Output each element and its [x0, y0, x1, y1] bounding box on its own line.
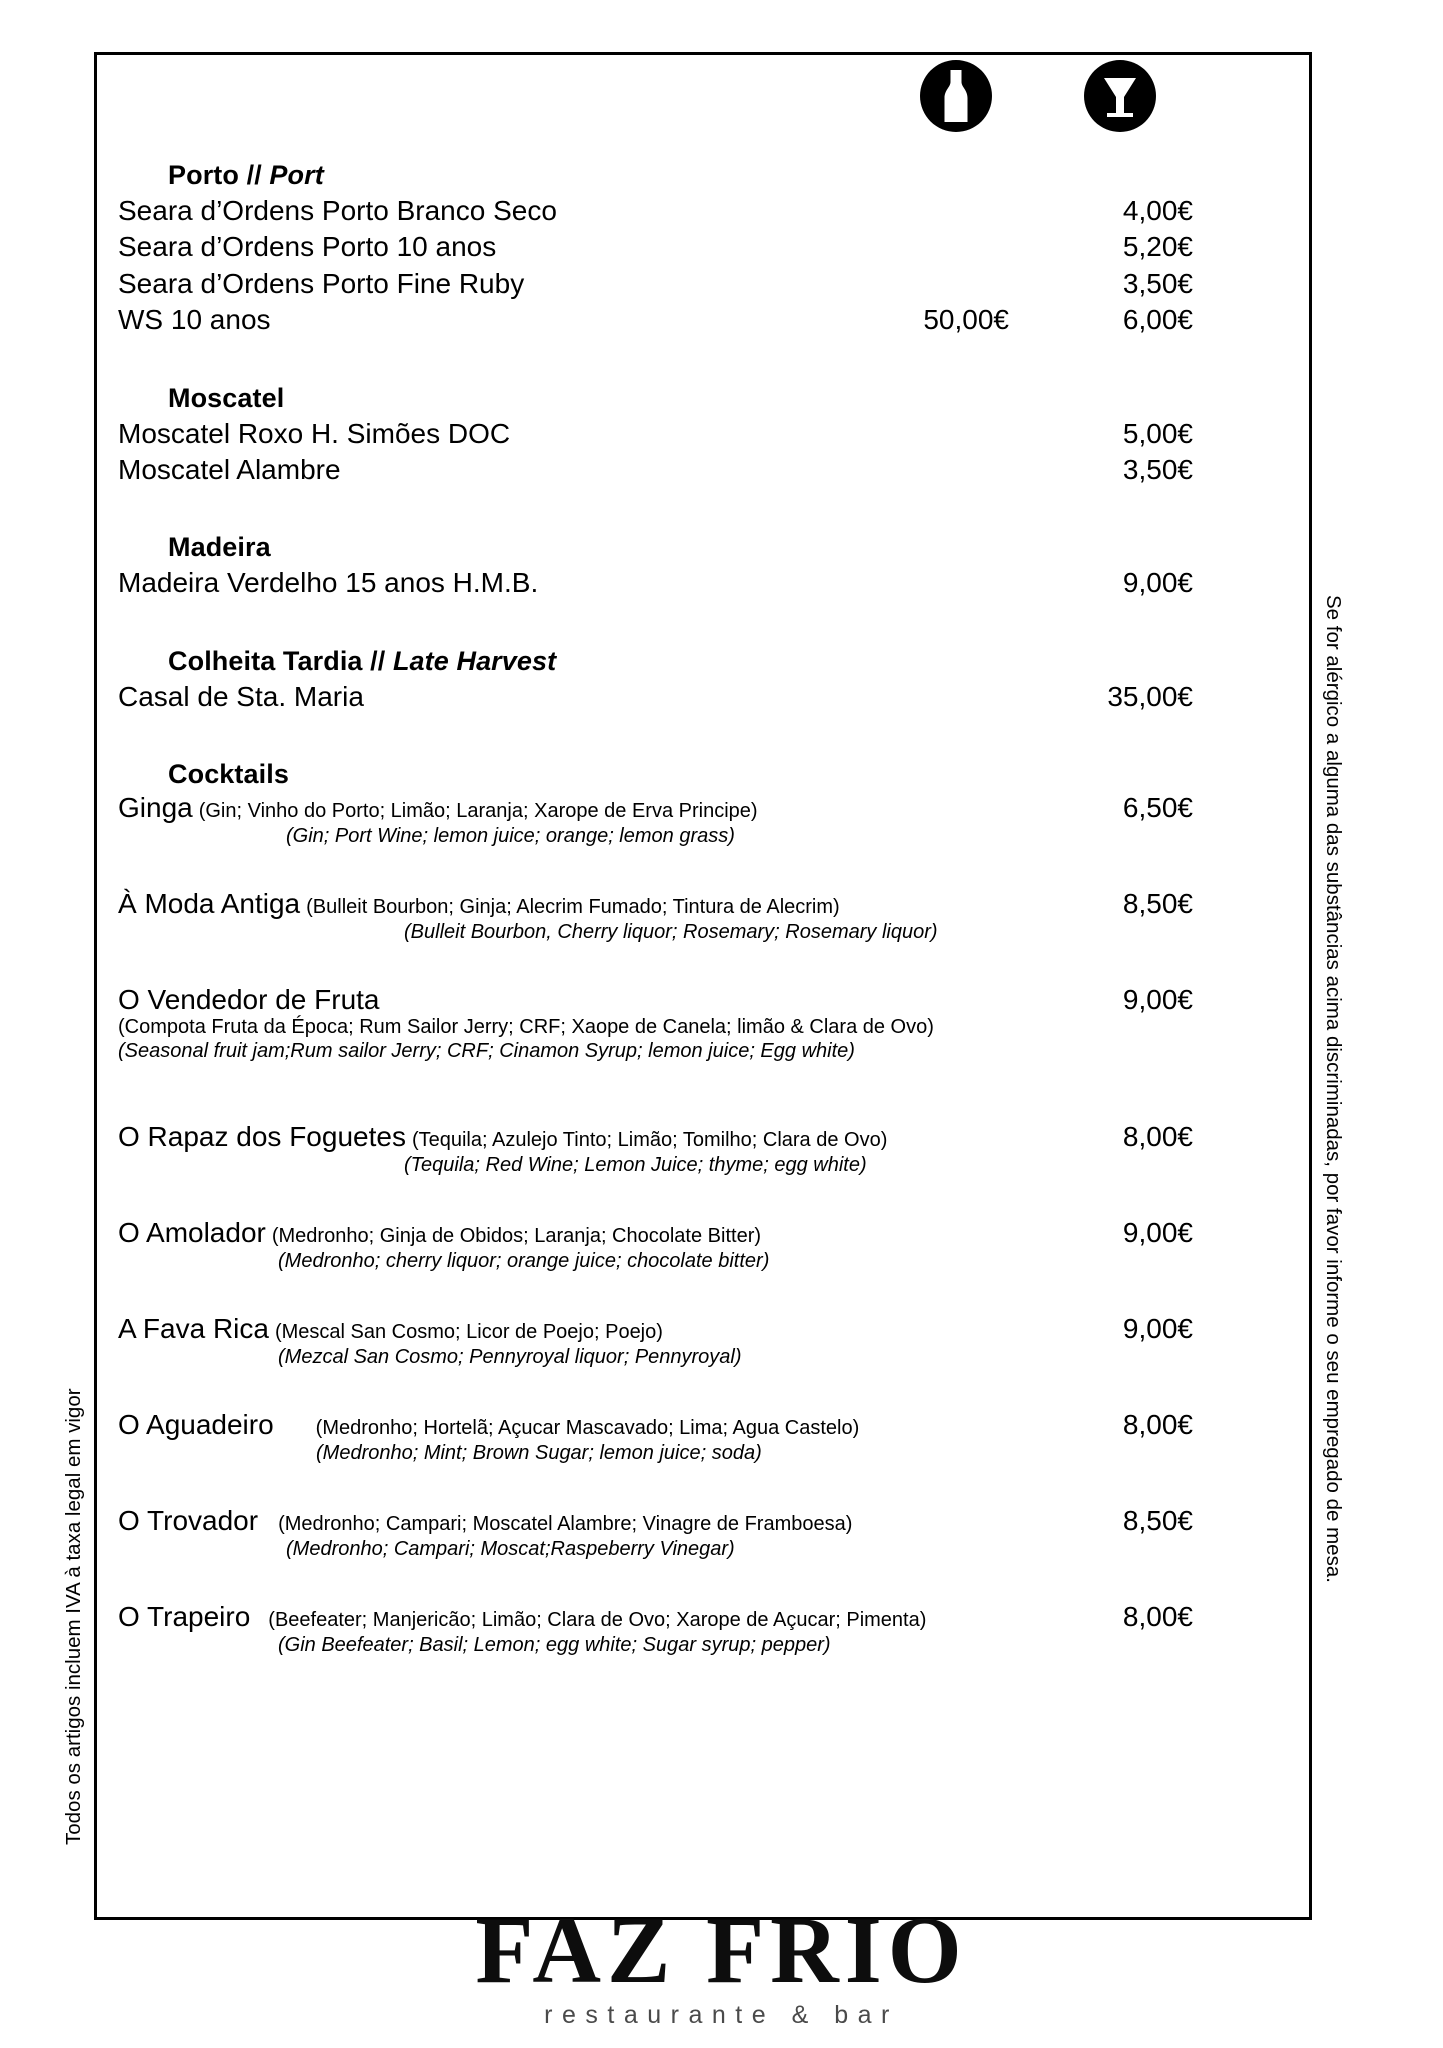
bottle-icon [920, 60, 992, 132]
cocktail-desc-pt: (Medronho; Hortelã; Açucar Mascavado; Lima; Agua Castelo) [315, 1417, 860, 1440]
cocktail-title-line [118, 1121, 1193, 1153]
cocktail-title-line [118, 888, 1193, 920]
cocktail-item [118, 1313, 1193, 1369]
cocktail-desc-pt: (Compota Fruta da Época; Rum Sailor Jerry; CRF; Xaope de Canela; limão & Clara de Ovo) [118, 1016, 934, 1039]
cocktail-price: 8,00€ [1122, 1409, 1193, 1441]
cocktail-price: 8,00€ [1122, 1601, 1193, 1633]
menu-content [118, 160, 1193, 1667]
section-title-en: Port [269, 160, 324, 190]
spacer [118, 1283, 1193, 1313]
cocktail-desc-en: (Medronho; Campari; Moscat;Raspeberry Vinegar) [286, 1538, 735, 1561]
section-heading-madeira [168, 532, 1193, 563]
restaurant-logo [0, 1897, 1443, 2030]
logo-wordmark: FAZ FRIO [475, 1897, 968, 2003]
price-glass: 3,50€ [1122, 453, 1193, 485]
price-glass: 5,20€ [1122, 231, 1193, 263]
cocktail-title-line [118, 1409, 1193, 1441]
cocktail-name: O Vendedor de Fruta [118, 984, 380, 1016]
section-heading-colheita-tardia [168, 646, 1193, 677]
cocktail-item [118, 792, 1193, 848]
price-glass: 4,00€ [1122, 195, 1193, 226]
cocktail-item [118, 1217, 1193, 1273]
cocktail-name: O Aguadeiro [118, 1409, 274, 1441]
spacer [118, 339, 1193, 383]
cocktail-desc-en: (Gin Beefeater; Basil; Lemon; egg white; Sugar syrup; pepper) [278, 1634, 831, 1657]
cocktail-desc-en: (Seasonal fruit jam;Rum sailor Jerry; CRF; Cinamon Syrup; lemon juice; Egg white) [118, 1040, 855, 1063]
wine-row [118, 679, 1193, 715]
tax-notice: Todos os artigos incluem IVA à taxa legal em vigor [62, 1388, 85, 1845]
wine-name: Seara d’Ordens Porto 10 anos [118, 231, 497, 263]
cocktail-desc-pt: (Medronho; Ginja de Obidos; Laranja; Chocolate Bitter) [271, 1225, 762, 1248]
section-separator: // [362, 645, 393, 676]
section-title-pt: Madeira [168, 532, 271, 563]
cocktail-price: 6,50€ [1122, 792, 1193, 824]
cocktail-price: 9,00€ [1122, 984, 1193, 1016]
wine-row [118, 302, 1193, 338]
wine-row [118, 266, 1193, 302]
cocktail-item [118, 1601, 1193, 1657]
spacer [118, 1571, 1193, 1601]
price-glass: 3,50€ [1122, 267, 1193, 299]
cocktail-title-line [118, 1217, 1193, 1249]
cocktail-title-line [118, 984, 1193, 1016]
cocktail-title-line [118, 1313, 1193, 1345]
cocktail-desc-pt: (Bulleit Bourbon; Ginja; Alecrim Fumado; Tintura de Alecrim) [306, 896, 840, 919]
price-glass: 6,00€ [1122, 304, 1193, 336]
section-heading-porto [168, 160, 1193, 191]
wine-name: Moscatel Alambre [118, 453, 341, 485]
wine-name: Seara d’Ordens Porto Branco Seco [118, 195, 557, 226]
cocktail-price: 8,50€ [1122, 1505, 1193, 1537]
cocktail-desc-en: (Mezcal San Cosmo; Pennyroyal liquor; Pennyroyal) [278, 1346, 742, 1369]
cocktail-desc-pt: (Mescal San Cosmo; Licor de Poejo; Poejo) [274, 1321, 663, 1344]
cocktail-item [118, 1409, 1193, 1465]
cocktail-name: À Moda Antiga [118, 888, 301, 920]
cocktail-desc-pt: (Gin; Vinho do Porto; Limão; Laranja; Xarope de Erva Principe) [198, 800, 758, 823]
cocktail-item [118, 1121, 1193, 1177]
drink-icon-row [920, 60, 1180, 140]
logo-subtitle: restaurante & bar [544, 2000, 899, 2029]
cocktail-item [118, 984, 1193, 1063]
price-glass: 5,00€ [1122, 417, 1193, 449]
wine-row [118, 452, 1193, 488]
cocktail-desc-en: (Medronho; cherry liquor; orange juice; chocolate bitter) [278, 1250, 770, 1273]
cocktail-desc-pt: (Medronho; Campari; Moscatel Alambre; Vinagre de Framboesa) [278, 1513, 853, 1536]
price-glass: 9,00€ [1122, 567, 1193, 599]
wine-name: Moscatel Roxo H. Simões DOC [118, 417, 511, 449]
cocktail-price: 9,00€ [1122, 1313, 1193, 1345]
wine-row [118, 229, 1193, 265]
cocktail-desc-en: (Gin; Port Wine; lemon juice; orange; lemon grass) [286, 825, 735, 848]
section-title-pt: Porto [168, 160, 239, 190]
spacer [118, 858, 1193, 888]
spacer [118, 715, 1193, 759]
wine-row [118, 565, 1193, 601]
section-title-pt: Colheita Tardia [168, 645, 363, 676]
cocktail-desc-pt: (Beefeater; Manjericão; Limão; Clara de Ovo; Xarope de Açucar; Pimenta) [268, 1609, 927, 1632]
cocktail-price: 8,50€ [1122, 888, 1193, 920]
cocktail-item [118, 1505, 1193, 1561]
cocktail-title-line [118, 1505, 1193, 1537]
spacer [118, 1073, 1193, 1121]
cocktail-name: O Amolador [118, 1217, 266, 1249]
cocktail-price: 9,00€ [1122, 1217, 1193, 1249]
cocktail-desc-en: (Medronho; Mint; Brown Sugar; lemon juice; soda) [316, 1442, 762, 1465]
spacer [118, 488, 1193, 532]
wine-row [118, 416, 1193, 452]
price-bottle: 50,00€ [923, 304, 1009, 336]
cocktail-name: O Trapeiro [118, 1601, 251, 1633]
wine-name: Seara d’Ordens Porto Fine Ruby [118, 267, 525, 299]
cocktail-price: 8,00€ [1122, 1121, 1193, 1153]
spacer [118, 1379, 1193, 1409]
cocktail-name: O Trovador [118, 1505, 259, 1537]
wine-glass-icon [1084, 60, 1156, 132]
spacer [118, 602, 1193, 646]
cocktail-name: Ginga [118, 792, 193, 824]
spacer [118, 1187, 1193, 1217]
cocktail-title-line [118, 792, 1193, 824]
cocktail-name: A Fava Rica [118, 1313, 269, 1345]
price-glass: 35,00€ [1107, 680, 1193, 712]
cocktail-name: O Rapaz dos Foguetes [118, 1121, 406, 1153]
cocktail-desc-pt: (Tequila; Azulejo Tinto; Limão; Tomilho; Clara de Ovo) [411, 1129, 888, 1152]
wine-name: Casal de Sta. Maria [118, 680, 364, 712]
spacer [118, 954, 1193, 984]
wine-row [118, 193, 1193, 229]
section-title-pt: Moscatel [168, 382, 285, 413]
wine-name: WS 10 anos [118, 304, 271, 336]
cocktail-desc-en: (Tequila; Red Wine; Lemon Juice; thyme; egg white) [404, 1154, 867, 1177]
allergen-notice: Se for alérgico a alguma das substâncias acima discriminadas, por favor informe o seu empregado de mesa. [1322, 595, 1345, 1583]
section-heading-moscatel [168, 383, 1193, 414]
section-separator: // [239, 160, 270, 190]
cocktail-item [118, 888, 1193, 944]
cocktail-desc-en: (Bulleit Bourbon, Cherry liquor; Rosemary; Rosemary liquor) [404, 921, 938, 944]
section-title-en: Late Harvest [392, 645, 557, 676]
spacer [118, 1475, 1193, 1505]
section-heading-cocktails: Cocktails [168, 759, 289, 790]
cocktail-title-line [118, 1601, 1193, 1633]
wine-name: Madeira Verdelho 15 anos H.M.B. [118, 567, 539, 599]
